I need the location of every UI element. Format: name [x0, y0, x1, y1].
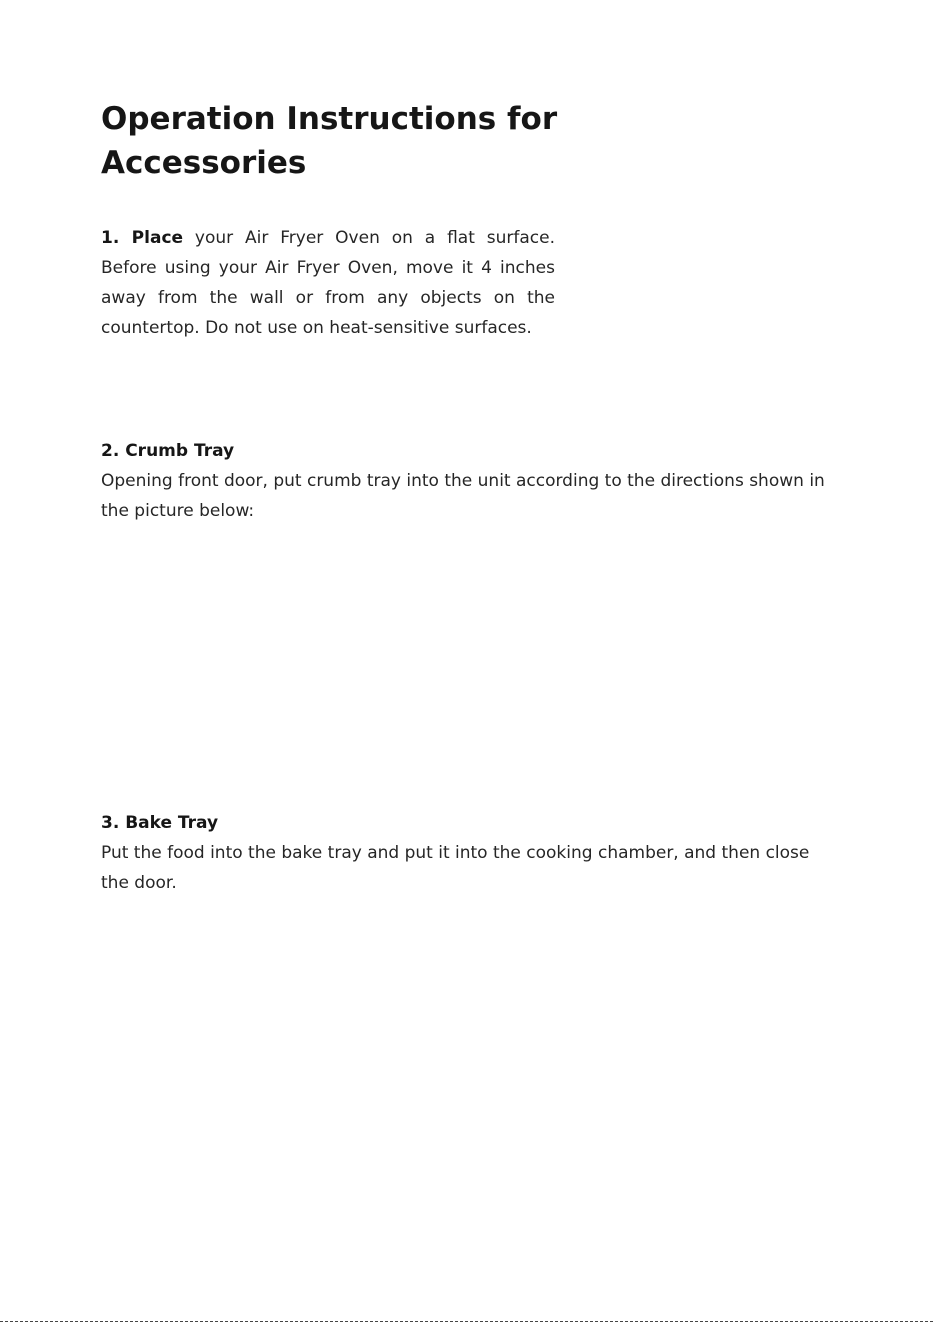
section-place-body: your Air Fryer Oven on a flat surface. Before using your Air Fryer Oven, move it 4 inches away from the wall or from any objects on the countertop. Do not use on heat-sensitive surfaces.	[101, 228, 555, 338]
section-place-lead: 1. Place	[101, 228, 184, 248]
section-bake-tray-body: Put the food into the bake tray and put it into the cooking chamber, and then close the door.	[101, 843, 810, 893]
section-place	[101, 223, 555, 343]
page-bottom-dashed-rule	[0, 1321, 933, 1322]
page-title: Operation Instructions for Accessories	[101, 101, 558, 181]
section-crumb-tray-body: Opening front door, put crumb tray into the unit according to the directions shown in the picture below:	[101, 471, 825, 521]
section-crumb-tray-heading: 2. Crumb Tray	[101, 441, 235, 461]
section-bake-tray-heading: 3. Bake Tray	[101, 813, 219, 833]
section-crumb-tray	[101, 436, 836, 526]
section-bake-tray	[101, 808, 836, 898]
